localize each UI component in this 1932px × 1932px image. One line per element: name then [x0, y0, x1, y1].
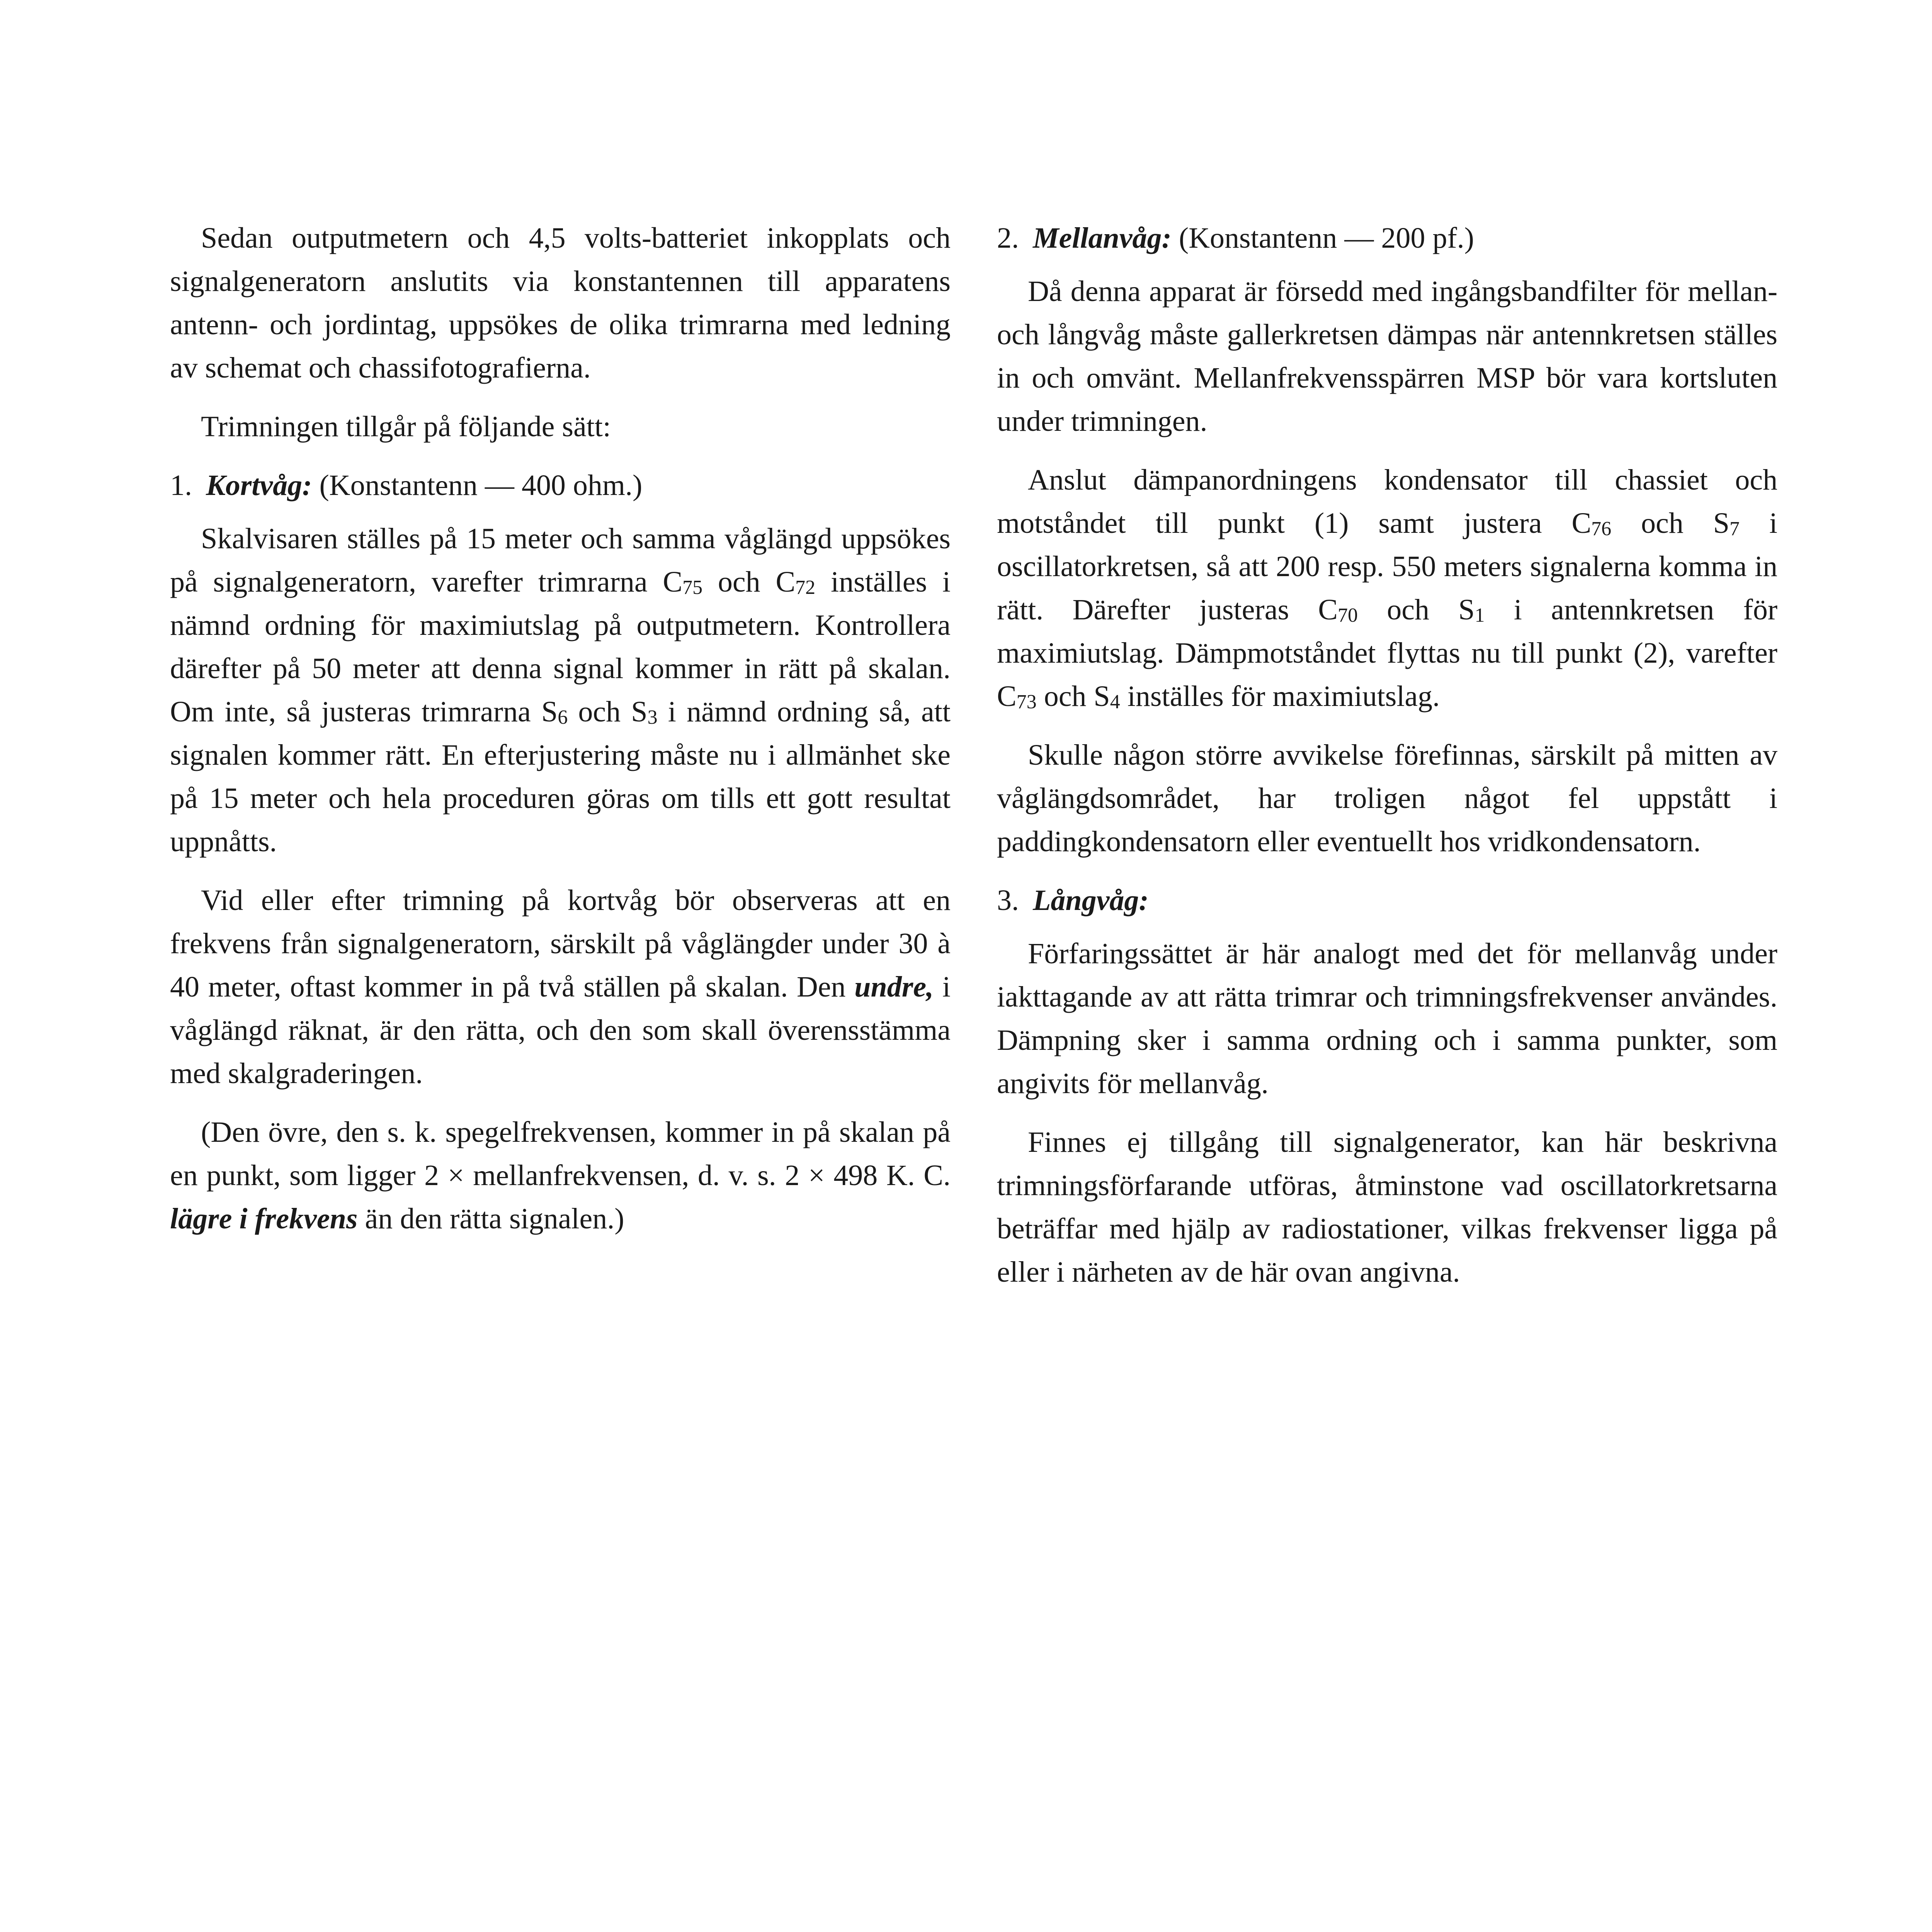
emphasis-text: undre, [854, 971, 934, 1003]
section-title: Mellanvåg: [1033, 222, 1172, 254]
emphasis-text: lägre i frekvens [170, 1202, 358, 1235]
trimming-intro: Trimningen tillgår på följande sätt: [201, 410, 611, 443]
intro-paragraph: Sedan outputmetern och 4,5 volts-batteriet inkopplats och signalgeneratorn anslutits via konstantennen till apparatens antenn- och jordintag, uppsökes de olika trimrarna med ledning av schemat och chassifotografierna. [170, 222, 951, 384]
section-heading-kortvag [170, 464, 951, 507]
section-detail: (Konstantenn — 200 pf.) [1179, 222, 1474, 254]
left-column [170, 216, 951, 1256]
section-title: Långvåg: [1033, 884, 1149, 917]
section-number: 1. [170, 469, 192, 502]
damping-paragraph: Anslut dämpanordningens kondensator till chassiet och motståndet till punkt (1) samt justera $C_{76}$ och $S_7$ i oscillatorkretsen, så att 200 resp. 550 meters signalerna komma in rätt. Därefter justeras $C_{70}$ och $S_1$ i antennkretsen för maximiutslag. Dämpmotståndet flyttas nu till punkt (2), varefter $C_{73}$ och $S_4$ inställes för maximiutslag. [997, 464, 1777, 713]
mirror-frequency-paragraph: (Den övre, den s. k. spegelfrekvensen, kommer in på skalan på en punkt, som ligger 2 × mellanfrekvensen, d. v. s. 2 × 498 K. C. lägre i frekvens än den rätta signalen.) [170, 1116, 951, 1235]
observation-paragraph: Vid eller efter trimning på kortvåg bör observeras att en frekvens från signalgeneratorn, särskilt på våglängder under 30 à 40 meter, oftast kommer in på två ställen på skalan. Den undre, i våglängd räknat, är den rätta, och den som skall överensstämma med skalgraderingen. [170, 884, 951, 1090]
radio-stations-paragraph: Finnes ej tillgång till signalgenerator, kan här beskrivna trimningsförfarande utföras, åtminstone vad oscillatorkretsarna beträffar med hjälp av radiostationer, vilkas frekvenser ligga på eller i närheten av de här ovan angivna. [997, 1126, 1777, 1288]
bandfilter-paragraph: Då denna apparat är försedd med ingångsbandfilter för mellan- och långvåg måste gallerkretsen dämpas när antennkretsen ställes in och omvänt. Mellanfrekvensspärren MSP bör vara kortsluten under trimningen. [997, 275, 1777, 437]
langvag-paragraph: Förfaringssättet är här analogt med det för mellanvåg under iakttagande av att rätta trimrar och trimningsfrekvenser användes. Dämpning sker i samma ordning och i samma punkter, som angivits för mellanvåg. [997, 937, 1777, 1100]
right-column [997, 216, 1777, 1309]
section-heading-mellanvag [997, 216, 1777, 260]
section-number: 2. [997, 222, 1019, 254]
deviation-paragraph: Skulle någon större avvikelse förefinnas, särskilt på mitten av våglängdsområdet, har troligen något fel uppstått i paddingkondensatorn eller eventuellt hos vridkondensatorn. [997, 739, 1777, 858]
section-detail: (Konstantenn — 400 ohm.) [319, 469, 643, 502]
section-heading-langvag [997, 879, 1777, 922]
section-number: 3. [997, 884, 1019, 917]
section-title: Kortvåg: [206, 469, 312, 502]
kortvag-paragraph: Skalvisaren ställes på 15 meter och samma våglängd uppsökes på signalgeneratorn, varefter trimrarna $C_{75}$ och $C_{72}$ inställes i nämnd ordning för maximiutslag på outputmetern. Kontrollera därefter på 50 meter att denna signal kommer in rätt på skalan. Om inte, så justeras trimrarna $S_6$ och $S_3$ i nämnd ordning så, att signalen kommer rätt. En efterjustering måste nu i allmänhet ske på 15 meter och hela proceduren göras om tills ett gott resultat uppnåtts. [170, 522, 951, 858]
